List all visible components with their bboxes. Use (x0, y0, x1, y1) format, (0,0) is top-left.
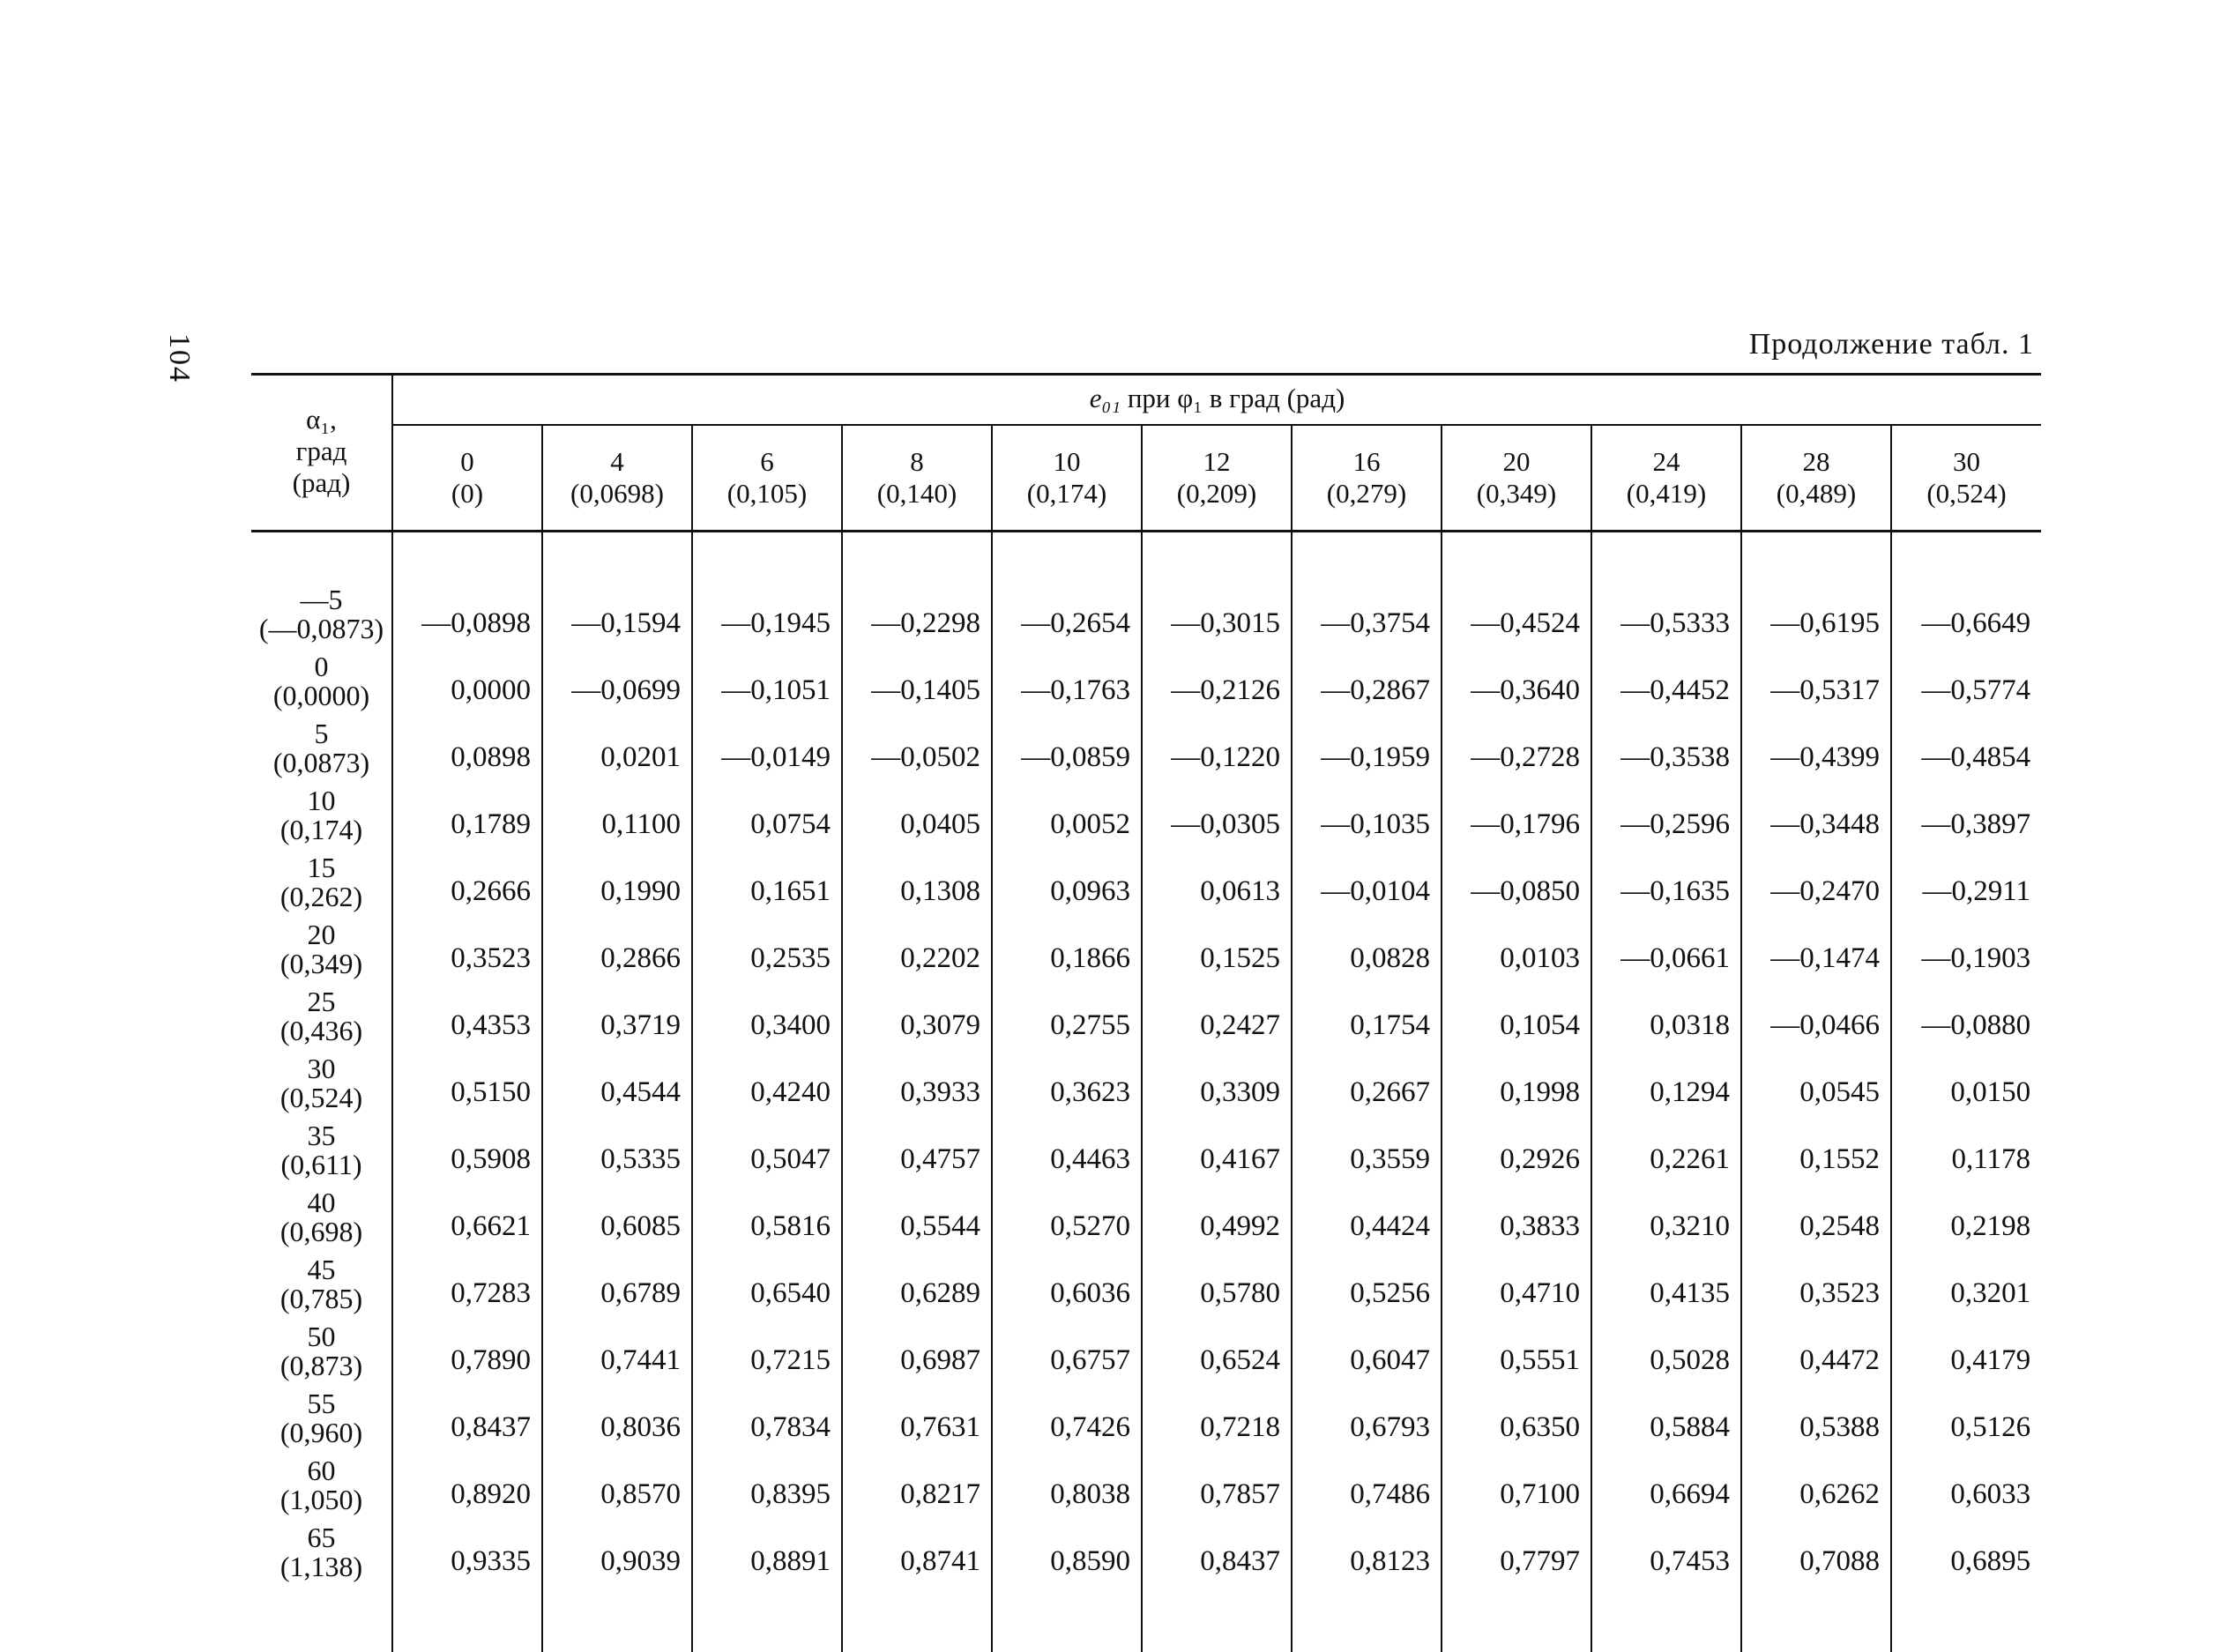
row-header-rad: (1,138) (251, 1552, 391, 1581)
table-row (251, 644, 2041, 711)
row-header-cell (251, 577, 392, 644)
table-cell: —0,4452 (1591, 644, 1741, 711)
table-cell: 0,2261 (1591, 1112, 1741, 1179)
tail-row (251, 1581, 2041, 1652)
table-cell: 0,4353 (392, 979, 542, 1046)
table-cell: —0,0898 (392, 577, 542, 644)
row-header-rad: (0,174) (251, 815, 391, 845)
column-header-deg: 12 (1143, 446, 1291, 478)
column-header (692, 425, 842, 532)
row-header-deg: 55 (251, 1389, 391, 1418)
table-cell: 0,7453 (1591, 1514, 1741, 1581)
table-cell: 0,3523 (392, 912, 542, 979)
row-header-cell (251, 1380, 392, 1447)
spacer-cell (1442, 1581, 1591, 1652)
table-cell: 0,6987 (842, 1313, 992, 1380)
spacer-cell (1442, 532, 1591, 577)
table-cell: 0,4240 (692, 1046, 842, 1112)
table-cell: 0,3201 (1891, 1246, 2041, 1313)
table-cell: —0,2728 (1442, 711, 1591, 778)
table-cell: 0,0754 (692, 778, 842, 845)
table-row (251, 1380, 2041, 1447)
row-header-deg: 50 (251, 1322, 391, 1351)
group-header-label: при φ₁ в град (рад) (1121, 383, 1345, 413)
table-cell: 0,9039 (542, 1514, 692, 1581)
table-cell: —0,0149 (692, 711, 842, 778)
table-cell: 0,5047 (692, 1112, 842, 1179)
column-header (1292, 425, 1442, 532)
column-header-deg: 16 (1293, 446, 1441, 478)
row-header-deg: 65 (251, 1523, 391, 1552)
row-header-cell (251, 845, 392, 912)
table-row (251, 1514, 2041, 1581)
table-cell: 0,5270 (992, 1179, 1142, 1246)
table-cell: 0,5028 (1591, 1313, 1741, 1380)
table-cell: 0,0828 (1292, 912, 1442, 979)
table-cell: 0,5150 (392, 1046, 542, 1112)
column-header-rad: (0,174) (993, 478, 1141, 510)
table-cell: 0,6262 (1741, 1447, 1891, 1514)
table-cell: 0,1178 (1891, 1112, 2041, 1179)
table-cell: 0,6540 (692, 1246, 842, 1313)
table-cell: —0,1051 (692, 644, 842, 711)
table-cell: —0,2911 (1891, 845, 2041, 912)
column-header-rad: (0) (393, 478, 541, 510)
column-header-rad: (0,105) (693, 478, 841, 510)
row-header-cell (251, 912, 392, 979)
table-cell: 0,1054 (1442, 979, 1591, 1046)
table-cell: —0,2867 (1292, 644, 1442, 711)
table-cell: 0,1789 (392, 778, 542, 845)
table-row (251, 912, 2041, 979)
column-header-deg: 10 (993, 446, 1141, 478)
table-cell: 0,0545 (1741, 1046, 1891, 1112)
table-cell: 0,2755 (992, 979, 1142, 1046)
table-cell: 0,8590 (992, 1514, 1142, 1581)
table-cell: 0,7088 (1741, 1514, 1891, 1581)
table-cell: 0,2667 (1292, 1046, 1442, 1112)
table-cell: 0,2198 (1891, 1179, 2041, 1246)
table-cell: —0,1796 (1442, 778, 1591, 845)
spacer-cell (542, 1581, 692, 1652)
table-cell: —0,4854 (1891, 711, 2041, 778)
table-cell: 0,7797 (1442, 1514, 1591, 1581)
table-cell: —0,0466 (1741, 979, 1891, 1046)
table-cell: —0,3754 (1292, 577, 1442, 644)
spacer-cell (251, 532, 392, 577)
table-cell: —0,1220 (1142, 711, 1292, 778)
table-cell: 0,0613 (1142, 845, 1292, 912)
table-cell: —0,5317 (1741, 644, 1891, 711)
table-cell: —0,1959 (1292, 711, 1442, 778)
table-cell: 0,7857 (1142, 1447, 1292, 1514)
column-header-rad: (0,209) (1143, 478, 1291, 510)
table-cell: 0,7426 (992, 1380, 1142, 1447)
spacer-cell (1292, 532, 1442, 577)
table-cell: 0,5126 (1891, 1380, 2041, 1447)
column-header-deg: 24 (1592, 446, 1740, 478)
table-cell: 0,6033 (1891, 1447, 2041, 1514)
table-cell: —0,0880 (1891, 979, 2041, 1046)
table-cell: 0,8891 (692, 1514, 842, 1581)
table-cell: —0,0502 (842, 711, 992, 778)
table-cell: 0,8570 (542, 1447, 692, 1514)
table-cell: 0,4757 (842, 1112, 992, 1179)
table-cell: —0,1405 (842, 644, 992, 711)
spacer-cell (392, 532, 542, 577)
table-cell: 0,6621 (392, 1179, 542, 1246)
table-cell: 0,6085 (542, 1179, 692, 1246)
table-cell: —0,6195 (1741, 577, 1891, 644)
table-cell: 0,5335 (542, 1112, 692, 1179)
column-header-deg: 28 (1742, 446, 1890, 478)
table-cell: 0,7218 (1142, 1380, 1292, 1447)
row-header-cell (251, 711, 392, 778)
spacer-cell (392, 1581, 542, 1652)
column-header (1591, 425, 1741, 532)
table-cell: 0,7631 (842, 1380, 992, 1447)
table-cell: —0,1903 (1891, 912, 2041, 979)
table-row (251, 1112, 2041, 1179)
table-cell: 0,3523 (1741, 1246, 1891, 1313)
data-table (251, 373, 2041, 1652)
row-header-deg: 30 (251, 1054, 391, 1083)
phi-header-row (251, 425, 2041, 532)
table-cell: 0,8741 (842, 1514, 992, 1581)
table-cell: 0,3719 (542, 979, 692, 1046)
table-cell: —0,1594 (542, 577, 692, 644)
alpha-unit-rad: (рад) (251, 467, 391, 499)
table-row (251, 979, 2041, 1046)
column-header-deg: 30 (1892, 446, 2041, 478)
table-cell: 0,6047 (1292, 1313, 1442, 1380)
row-header-cell (251, 1246, 392, 1313)
table-cell: 0,4167 (1142, 1112, 1292, 1179)
row-header-rad: (0,698) (251, 1217, 391, 1246)
spacer-cell (1891, 532, 2041, 577)
column-header (1442, 425, 1591, 532)
table-cell: 0,2427 (1142, 979, 1292, 1046)
table-cell: —0,0850 (1442, 845, 1591, 912)
alpha-unit-deg: град (251, 435, 391, 467)
row-header-cell (251, 778, 392, 845)
table-cell: 0,5544 (842, 1179, 992, 1246)
row-header-cell (251, 1112, 392, 1179)
table-cell: 0,1100 (542, 778, 692, 845)
table-cell: —0,3640 (1442, 644, 1591, 711)
table-cell: —0,2596 (1591, 778, 1741, 845)
table-cell: 0,2866 (542, 912, 692, 979)
row-header-cell (251, 1046, 392, 1112)
spacer-cell (1292, 1581, 1442, 1652)
table-cell: 0,3309 (1142, 1046, 1292, 1112)
table-cell: 0,4179 (1891, 1313, 2041, 1380)
table-cell: 0,3079 (842, 979, 992, 1046)
table-cell: 0,8437 (1142, 1514, 1292, 1581)
spacer-cell (1741, 532, 1891, 577)
table-cell: 0,4135 (1591, 1246, 1741, 1313)
table-cell: 0,1998 (1442, 1046, 1591, 1112)
table-row (251, 778, 2041, 845)
row-header-deg: 5 (251, 719, 391, 748)
table-cell: 0,7441 (542, 1313, 692, 1380)
page-number: 104 (162, 333, 196, 383)
table-cell: 0,0963 (992, 845, 1142, 912)
table-cell: 0,6289 (842, 1246, 992, 1313)
table-cell: 0,7283 (392, 1246, 542, 1313)
table-cell: 0,5908 (392, 1112, 542, 1179)
row-header-cell (251, 1447, 392, 1514)
table-cell: —0,2298 (842, 577, 992, 644)
table-row (251, 1046, 2041, 1112)
row-header-rad: (0,873) (251, 1351, 391, 1380)
column-header-deg: 4 (543, 446, 691, 478)
row-header-rad: (—0,0873) (251, 614, 391, 644)
table-cell: 0,8038 (992, 1447, 1142, 1514)
table-cell: 0,8395 (692, 1447, 842, 1514)
table-cell: 0,2202 (842, 912, 992, 979)
table-cell: 0,2926 (1442, 1112, 1591, 1179)
row-header-cell (251, 644, 392, 711)
table-cell: 0,2548 (1741, 1179, 1891, 1246)
table-cell: 0,6694 (1591, 1447, 1741, 1514)
spacer-cell (1591, 532, 1741, 577)
row-header-deg: 20 (251, 920, 391, 949)
table-cell: —0,2126 (1142, 644, 1292, 711)
row-header-rad: (0,436) (251, 1016, 391, 1046)
table-cell: —0,3538 (1591, 711, 1741, 778)
table-cell: 0,4424 (1292, 1179, 1442, 1246)
table-cell: —0,1474 (1741, 912, 1891, 979)
table-cell: 0,0405 (842, 778, 992, 845)
table-cell: 0,6036 (992, 1246, 1142, 1313)
table-cell: 0,3559 (1292, 1112, 1442, 1179)
table-cell: —0,2654 (992, 577, 1142, 644)
table-caption: Продолжение табл. 1 (1749, 328, 2034, 361)
table-cell: 0,8920 (392, 1447, 542, 1514)
table-cell: 0,4710 (1442, 1246, 1591, 1313)
table-container (251, 373, 2041, 1652)
row-header-cell (251, 1179, 392, 1246)
column-header (542, 425, 692, 532)
table-cell: 0,0201 (542, 711, 692, 778)
table-row (251, 1313, 2041, 1380)
row-header-rad: (0,0000) (251, 681, 391, 711)
spacer-cell (542, 532, 692, 577)
column-header-rad: (0,140) (843, 478, 991, 510)
spacer-cell (1142, 532, 1292, 577)
column-header-deg: 20 (1442, 446, 1591, 478)
table-cell: —0,1635 (1591, 845, 1741, 912)
table-cell: 0,5780 (1142, 1246, 1292, 1313)
table-cell: 0,7215 (692, 1313, 842, 1380)
row-header-deg: 35 (251, 1121, 391, 1150)
table-cell: 0,8123 (1292, 1514, 1442, 1581)
table-cell: 0,1651 (692, 845, 842, 912)
column-header-rad: (0,524) (1892, 478, 2041, 510)
spacer-cell (1741, 1581, 1891, 1652)
alpha-header (251, 373, 392, 532)
table-body (251, 532, 2041, 1652)
table-cell: 0,6895 (1891, 1514, 2041, 1581)
table-cell: 0,8036 (542, 1380, 692, 1447)
table-cell: 0,6350 (1442, 1380, 1591, 1447)
table-cell: —0,0305 (1142, 778, 1292, 845)
group-header (392, 373, 2041, 425)
table-cell: —0,0104 (1292, 845, 1442, 912)
row-header-rad: (0,611) (251, 1150, 391, 1179)
column-header-deg: 0 (393, 446, 541, 478)
spacer-cell (992, 532, 1142, 577)
table-cell: 0,8217 (842, 1447, 992, 1514)
column-header-rad: (0,349) (1442, 478, 1591, 510)
row-header-deg: 45 (251, 1255, 391, 1284)
row-header-rad: (0,524) (251, 1083, 391, 1112)
table-cell: —0,6649 (1891, 577, 2041, 644)
column-header (992, 425, 1142, 532)
row-header-deg: 10 (251, 786, 391, 815)
table-cell: 0,6524 (1142, 1313, 1292, 1380)
table-row (251, 1447, 2041, 1514)
table-cell: 0,4463 (992, 1112, 1142, 1179)
row-header-deg: —5 (251, 585, 391, 614)
column-header-deg: 6 (693, 446, 841, 478)
table-cell: 0,6757 (992, 1313, 1142, 1380)
row-header-rad: (0,785) (251, 1284, 391, 1313)
table-cell: 0,0898 (392, 711, 542, 778)
spacer-cell (251, 1581, 392, 1652)
table-cell: 0,3623 (992, 1046, 1142, 1112)
table-cell: 0,5256 (1292, 1246, 1442, 1313)
table-cell: —0,4524 (1442, 577, 1591, 644)
row-header-deg: 15 (251, 853, 391, 882)
table-cell: 0,0150 (1891, 1046, 2041, 1112)
table-cell: 0,3400 (692, 979, 842, 1046)
table-row (251, 1179, 2041, 1246)
alpha-label: α₁, (251, 404, 391, 435)
table-cell: 0,7100 (1442, 1447, 1591, 1514)
table-cell: 0,1754 (1292, 979, 1442, 1046)
column-header (392, 425, 542, 532)
table-cell: 0,0000 (392, 644, 542, 711)
table-cell: —0,1035 (1292, 778, 1442, 845)
table-cell: 0,5551 (1442, 1313, 1591, 1380)
table-cell: 0,0052 (992, 778, 1142, 845)
table-cell: 0,5816 (692, 1179, 842, 1246)
table-cell: 0,2666 (392, 845, 542, 912)
column-header-rad: (0,419) (1592, 478, 1740, 510)
table-cell: 0,7834 (692, 1380, 842, 1447)
table-cell: 0,3210 (1591, 1179, 1741, 1246)
spacer-row (251, 532, 2041, 577)
table-cell: —0,0859 (992, 711, 1142, 778)
table-cell: —0,3015 (1142, 577, 1292, 644)
spacer-cell (1891, 1581, 2041, 1652)
table-cell: —0,5333 (1591, 577, 1741, 644)
table-cell: 0,4472 (1741, 1313, 1891, 1380)
spacer-cell (842, 532, 992, 577)
table-cell: 0,1294 (1591, 1046, 1741, 1112)
spacer-cell (992, 1581, 1142, 1652)
table-cell: —0,0661 (1591, 912, 1741, 979)
table-cell: 0,6789 (542, 1246, 692, 1313)
spacer-cell (1142, 1581, 1292, 1652)
table-cell: 0,3833 (1442, 1179, 1591, 1246)
table-cell: —0,4399 (1741, 711, 1891, 778)
column-header (1891, 425, 2041, 532)
row-header-rad: (0,960) (251, 1418, 391, 1447)
table-cell: 0,0318 (1591, 979, 1741, 1046)
row-header-deg: 60 (251, 1456, 391, 1485)
table-cell: 0,3933 (842, 1046, 992, 1112)
column-header (1142, 425, 1292, 532)
table-row (251, 711, 2041, 778)
table-cell: 0,0103 (1442, 912, 1591, 979)
spacer-cell (842, 1581, 992, 1652)
row-header-deg: 40 (251, 1188, 391, 1217)
table-cell: —0,2470 (1741, 845, 1891, 912)
row-header-rad: (0,349) (251, 949, 391, 979)
column-header (842, 425, 992, 532)
row-header-deg: 0 (251, 652, 391, 681)
table-cell: —0,1945 (692, 577, 842, 644)
table-cell: 0,4992 (1142, 1179, 1292, 1246)
row-header-rad: (0,262) (251, 882, 391, 912)
table-cell: —0,3448 (1741, 778, 1891, 845)
spacer-cell (692, 532, 842, 577)
table-cell: —0,1763 (992, 644, 1142, 711)
table-cell: —0,3897 (1891, 778, 2041, 845)
column-header-rad: (0,279) (1293, 478, 1441, 510)
row-header-rad: (1,050) (251, 1485, 391, 1514)
table-cell: 0,1866 (992, 912, 1142, 979)
table-row (251, 577, 2041, 644)
table-cell: 0,1990 (542, 845, 692, 912)
spacer-cell (1591, 1581, 1741, 1652)
table-cell: 0,4544 (542, 1046, 692, 1112)
table-cell: 0,1525 (1142, 912, 1292, 979)
column-header-rad: (0,0698) (543, 478, 691, 510)
column-header-rad: (0,489) (1742, 478, 1890, 510)
eo-symbol: e₀₁ (1090, 383, 1121, 413)
table-cell: —0,5774 (1891, 644, 2041, 711)
row-header-deg: 25 (251, 987, 391, 1016)
table-cell: 0,6793 (1292, 1380, 1442, 1447)
column-header-deg: 8 (843, 446, 991, 478)
table-cell: 0,8437 (392, 1380, 542, 1447)
table-cell: 0,1552 (1741, 1112, 1891, 1179)
row-header-cell (251, 1313, 392, 1380)
table-row (251, 1246, 2041, 1313)
column-header (1741, 425, 1891, 532)
row-header-cell (251, 979, 392, 1046)
row-header-cell (251, 1514, 392, 1581)
table-cell: 0,1308 (842, 845, 992, 912)
table-cell: —0,0699 (542, 644, 692, 711)
table-cell: 0,9335 (392, 1514, 542, 1581)
table-row (251, 845, 2041, 912)
table-cell: 0,2535 (692, 912, 842, 979)
table-cell: 0,7486 (1292, 1447, 1442, 1514)
table-cell: 0,5388 (1741, 1380, 1891, 1447)
table-cell: 0,7890 (392, 1313, 542, 1380)
table-cell: 0,5884 (1591, 1380, 1741, 1447)
spacer-cell (692, 1581, 842, 1652)
row-header-rad: (0,0873) (251, 748, 391, 778)
